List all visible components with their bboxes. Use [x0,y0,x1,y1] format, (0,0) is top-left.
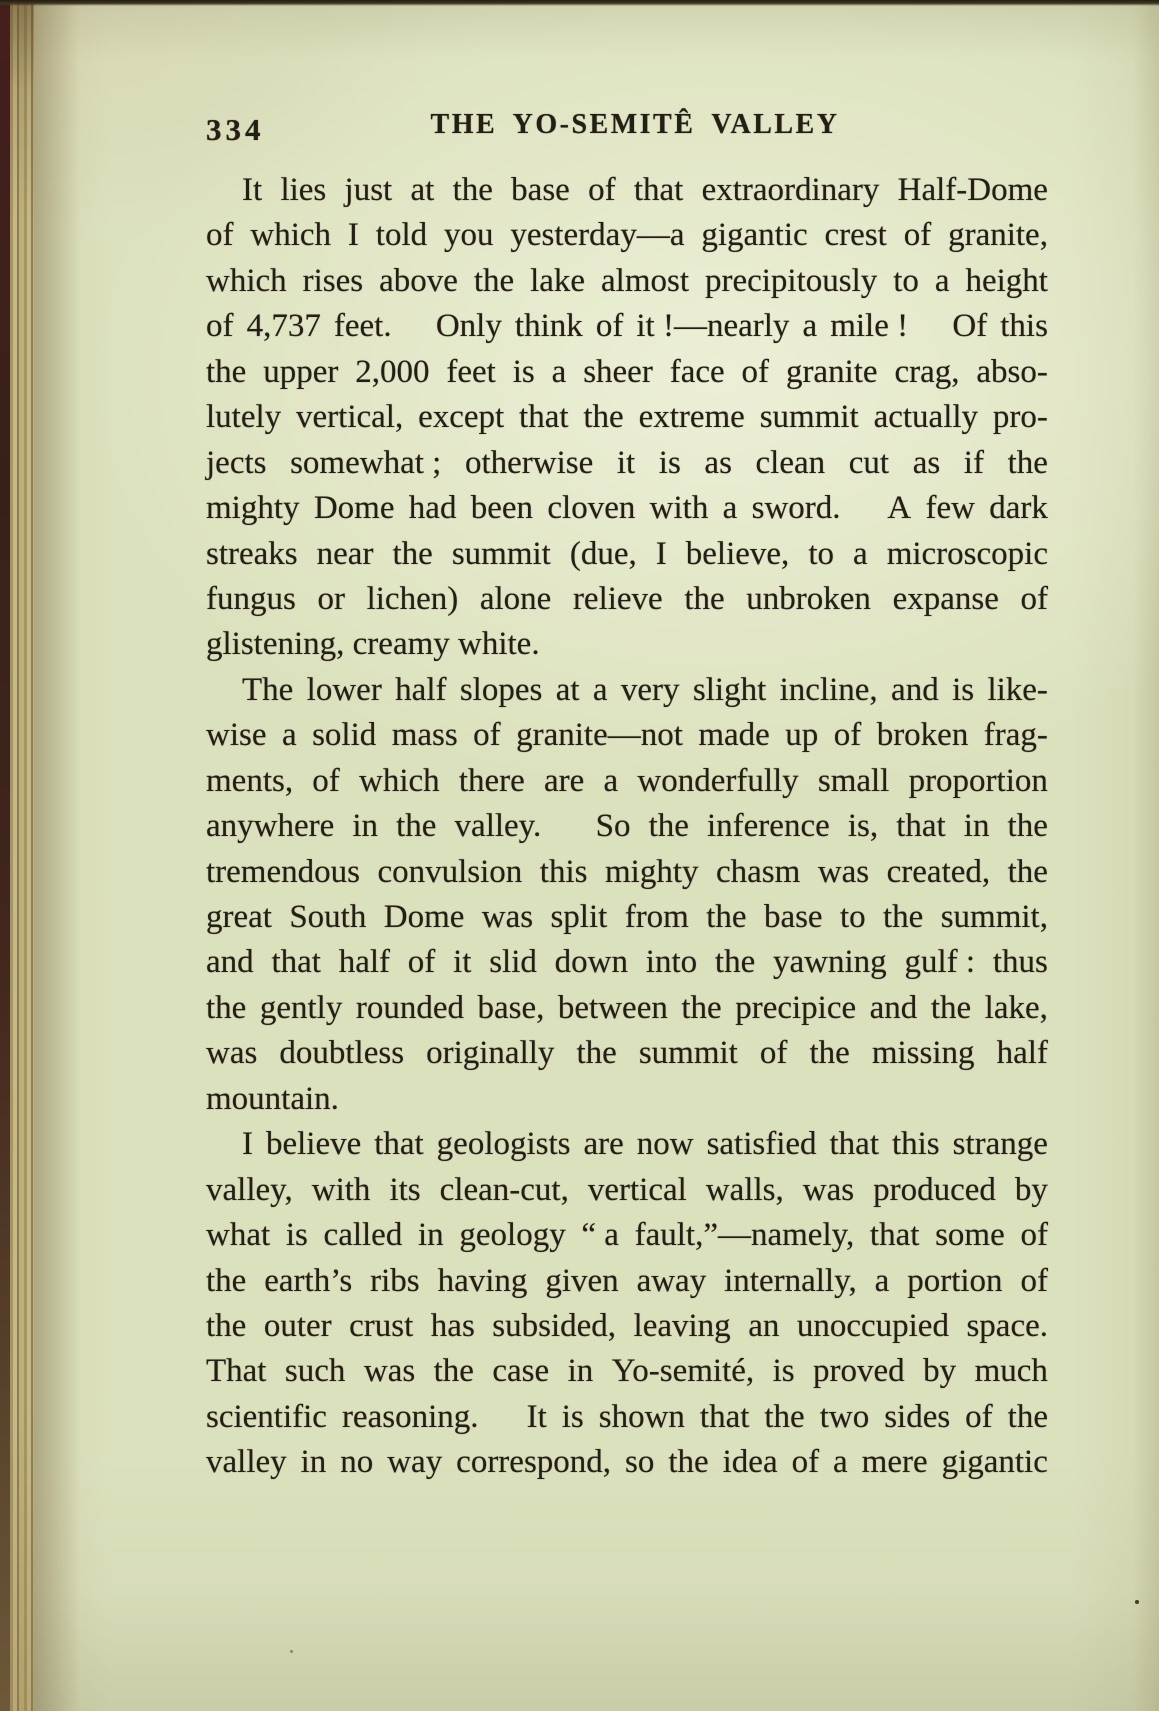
paper-speck [1135,1600,1139,1604]
paper-speck [290,1650,293,1653]
gutter-shadow [34,0,80,1711]
paper-speck [724,414,727,417]
text-line: glistening, creamy white. [206,626,540,663]
text-line: fungus or lichen) alone relieve the unbroken expanse of [206,580,1048,617]
text-line: the earth’s ribs having given away internally, a portion of [206,1262,1048,1299]
text-line: of which I told you yesterday—a gigantic crest of granite, [206,217,1048,254]
text-line: valley, with its clean-cut, vertical walls, was produced by [206,1171,1048,1208]
page-header [206,109,1048,151]
text-line: That such was the case in Yo-semité, is proved by much [206,1353,1048,1390]
page-body-text [206,168,1048,1486]
text-line: It lies just at the base of that extraordinary Half-Dome [242,172,1048,208]
text-line: anywhere in the valley. So the inference is, that in the [206,808,1048,845]
text-line: which rises above the lake almost precipitously to a height [206,262,1048,299]
text-line: wise a solid mass of granite—not made up of broken frag- [206,717,1048,754]
text-line: the outer crust has subsided, leaving an unoccupied space. [206,1307,1048,1344]
text-line: tremendous convulsion this mighty chasm was created, the [206,853,1048,890]
text-line: the upper 2,000 feet is a sheer face of granite crag, abso- [206,353,1048,390]
text-line: streaks near the summit (due, I believe, to a microscopic [206,535,1048,572]
text-line: ments, of which there are a wonderfully small proportion [206,762,1048,799]
page-number: 334 [206,112,265,147]
running-header-title: THE YO-SEMITÊ VALLEY [430,109,840,140]
text-line: what is called in geology “ a fault,”—namely, that some of [206,1217,1048,1254]
page-edge-stack [10,0,34,1711]
text-line: The lower half slopes at a very slight incline, and is like- [242,671,1048,708]
text-line: lutely vertical, except that the extreme summit actually pro- [206,399,1048,436]
text-line: I believe that geologists are now satisfied that this strange [242,1126,1048,1163]
text-line: mountain. [206,1080,339,1117]
text-line: great South Dome was split from the base to the summit, [206,899,1048,935]
text-line: scientific reasoning. It is shown that the two sides of the [206,1398,1048,1435]
text-line: valley in no way correspond, so the idea of a mere gigantic [206,1444,1048,1481]
text-line: mighty Dome had been cloven with a sword. A few dark [206,490,1048,527]
text-line: of 4,737 feet. Only think of it !—nearly a mile ! Of this [206,308,1048,345]
text-line: jects somewhat ; otherwise it is as clean cut as if the [206,444,1048,481]
book-binding-edge [0,0,10,1711]
page-top-edge [0,0,1159,6]
text-line: was doubtless originally the summit of the missing half [206,1035,1048,1072]
text-line: the gently rounded base, between the precipice and the lake, [206,989,1048,1026]
text-line: and that half of it slid down into the yawning gulf : thus [206,944,1048,981]
